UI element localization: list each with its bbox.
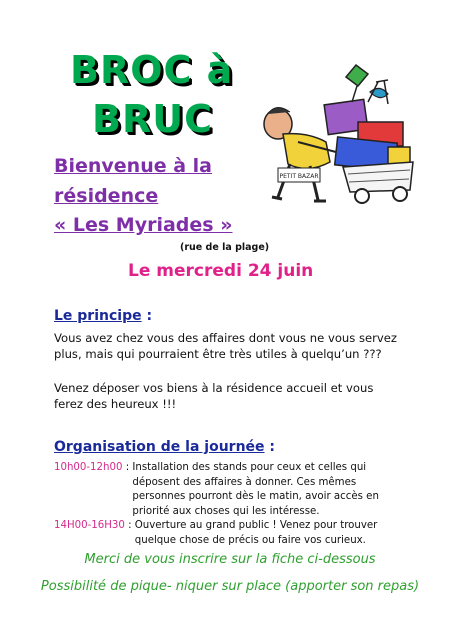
organisation-heading-text: Organisation de la journée <box>54 439 265 455</box>
principe-paragraph-2: Venez déposer vos biens à la résidence accueil et vous ferez des heureux !!! <box>54 381 374 411</box>
welcome-line-2: résidence <box>54 185 159 207</box>
street-address: (rue de la plage) <box>180 242 270 253</box>
schedule-description: Installation des stands pour ceux et celles qui déposent des affaires à donner. Ces mêmes personnes pourront dès le matin, avoir accès en priorité aux choses qui les intéresse. <box>132 462 379 517</box>
title-line-1: BROC à <box>70 48 234 92</box>
welcome-line-1: Bienvenue à la <box>54 155 213 177</box>
schedule-separator: : <box>124 520 135 531</box>
principe-heading-text: Le principe <box>54 308 142 324</box>
principe-paragraph-1: Vous avez chez vous des affaires dont vous ne vous servez plus, mais qui pourraient être très utiles à quelqu’un ??? <box>54 331 397 361</box>
principe-heading-colon: : <box>141 308 153 324</box>
schedule-time: 14H00-16H30 <box>54 520 125 531</box>
title-line-2: BRUC <box>92 97 213 141</box>
event-date: Le mercredi 24 juin <box>128 261 314 281</box>
picnic-note: Possibilité de pique- niquer sur place (apporter son repas) <box>40 579 420 594</box>
brocante-cart-illustration <box>238 62 428 212</box>
schedule-row <box>54 519 404 548</box>
organisation-heading-colon: : <box>264 439 276 455</box>
principe-heading <box>54 305 152 324</box>
schedule-row <box>54 461 404 519</box>
organisation-heading <box>54 436 275 455</box>
welcome-line-3: « Les Myriades » <box>54 214 233 236</box>
schedule-separator: : <box>122 462 133 473</box>
sign-label: PETIT BAZAR <box>279 173 319 180</box>
schedule-time: 10h00-12h00 <box>54 462 123 473</box>
registration-note: Merci de vous inscrire sur la fiche ci-dessous <box>84 552 376 567</box>
schedule-description: Ouverture au grand public ! Venez pour trouver quelque chose de précis ou faire vos curieux. <box>134 520 378 546</box>
